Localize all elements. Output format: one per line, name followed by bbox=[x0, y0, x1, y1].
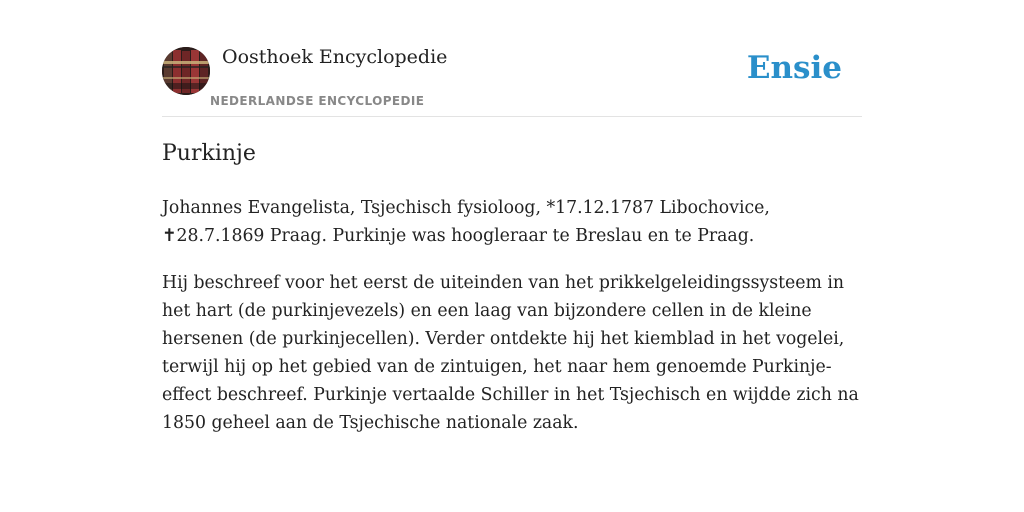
article-paragraph-intro: Johannes Evangelista, Tsjechisch fysioloog, *17.12.1787 Libochovice, ✝28.7.1869 Praag. Purkinje was hoogleraar te Breslau en te Praag. bbox=[162, 198, 770, 246]
ensie-brand-link[interactable]: Ensie bbox=[746, 50, 842, 86]
article-paragraph-body: Hij beschreef voor het eerst de uiteinden van het prikkelgeleidingssysteem in het hart (de purkinjevezels) en een laag van bijzondere cellen in de kleine hersenen (de purkinjecellen). Verder ontdekte hij het kiemblad in het vogelei, terwijl hij op het gebied van de zintuigen, het naar hem genoemde Purkinje-effect beschreef. Purkinje vertaalde Schiller in het Tsjechisch en wijdde zich na 1850 geheel aan de Tsjechische nationale zaak. bbox=[162, 273, 859, 433]
site-header bbox=[162, 44, 862, 117]
site-title[interactable]: Oosthoek Encyclopedie bbox=[222, 46, 448, 68]
encyclopedia-books-logo[interactable] bbox=[162, 47, 210, 95]
site-subtitle: NEDERLANDSE ENCYCLOPEDIE bbox=[210, 94, 425, 108]
books-logo-icon bbox=[162, 47, 210, 95]
article bbox=[162, 138, 862, 456]
article-title: Purkinje bbox=[162, 141, 256, 166]
